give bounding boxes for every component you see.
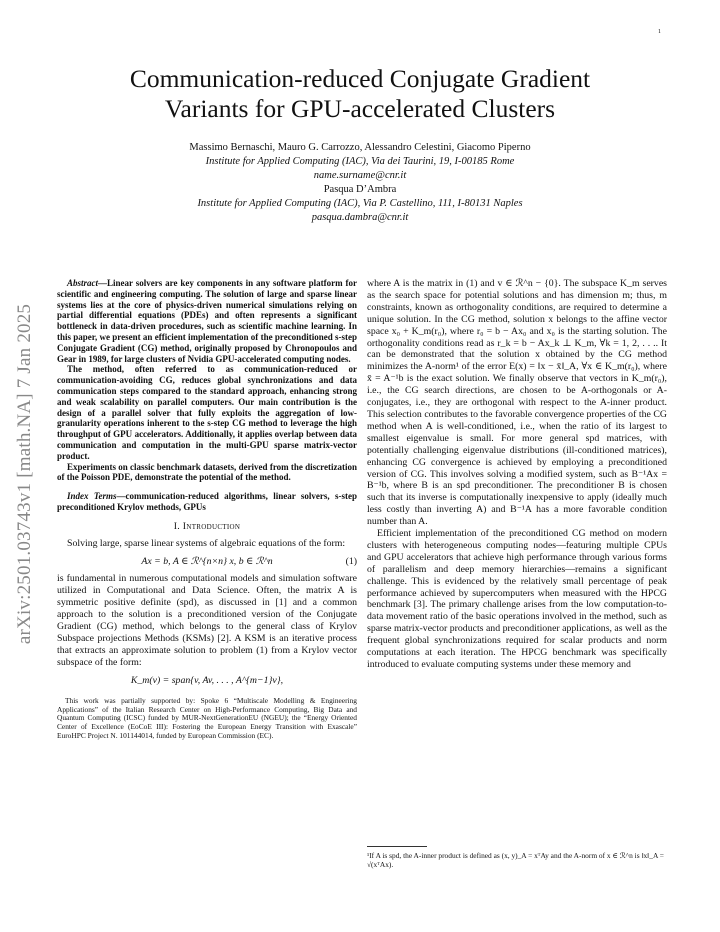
equation-1 xyxy=(57,556,357,568)
affiliation-2: Institute for Applied Computing (IAC), Via P. Castellino, 111, I-80131 Naples xyxy=(197,198,523,209)
affiliation-1: Institute for Applied Computing (IAC), Via dei Taurini, 19, I-00185 Rome xyxy=(205,156,515,167)
footnote-1: ¹If A is spd, the A-inner product is defined as (x, y)_A = xᵀAy and the A-norm of x ∈ ℛ^n is ‖x‖_A = √(xᵀAx). xyxy=(367,851,664,869)
footnote-rule xyxy=(367,846,427,847)
right-paragraph-1: where A is the matrix in (1) and v ∈ ℛ^n − {0}. The subspace K_m serves as the search space for potential solutions and has dimension m; thus, m constraints, known as orthogonality conditions, are required to determine a unique solution. In the CG method, solution x belongs to the affine vector space x₀ + K_m(r₀), where r₀ = b − Ax₀ and x₀ is the starting solution. The orthogonality conditions read as r_k = b − Ax_k ⊥ K_m, ∀k = 1, 2, . . .. It can be demonstrated that the solution x obtained by the CG method minimizes the A-norm¹ of the error E(x) = ‖x − x̄‖_A, ∀x ∈ K_m(r₀), where x̄ = A⁻¹b is the exact solution. We finally observe that vectors in K_m(r₀), i.e., the CG search directions, are chosen to be A-orthogonals or A-conjugates, i.e., they are orthogonal with respect to the A-inner product. This selection contributes to the favorable convergence properties of the CG method when A is well-conditioned, i.e., when the ratio of its largest to smallest eigenvalue is small. For more general spd matrices, with potentially challenging eigenvalue distributions (ill-conditioned matrices), enhancing CG convergence is achieved by employing a preconditioned version of CG. This involves solving a modified system, such as B⁻¹Ax = B⁻¹b, where B is an spd preconditioner. The preconditioner B is chosen such that its inverse is computationally inexpensive to apply (ideally much less costly than inverting A) and B⁻¹A has a more favorable condition number than A. xyxy=(367,278,667,528)
abstract-p3: Experiments on classic benchmark datasets, derived from the discretization of the Poisson PDE, demonstrate the potential of the method. xyxy=(57,461,357,483)
arxiv-stamp: arXiv:2501.03743v1 [math.NA] 7 Jan 2025 xyxy=(14,303,35,645)
index-terms: Index Terms—communication-reduced algorithms, linear solvers, s-step preconditioned Krylov methods, GPUs xyxy=(57,491,357,512)
abstract-label: Abstract xyxy=(67,278,99,288)
index-terms-label: Index Terms xyxy=(67,491,117,502)
page-number: 1 xyxy=(658,29,661,35)
footnote-area xyxy=(367,846,667,869)
equation-1-body: Ax = b, A ∈ ℛ^{n×n} x, b ∈ ℛ^n xyxy=(141,555,273,567)
equation-2: K_m(v) = span{v, Av, . . . , A^{m−1}v}, xyxy=(130,674,284,686)
right-paragraph-2: Efficient implementation of the preconditioned CG method on modern clusters with heterogeneous computing nodes—featuring multiple CPUs and GPU accelerators that achieve high performance through various forms of parallelism and deep memory hierarchies—remains a significant challenge. This is evidenced by the relatively small percentage of peak performance achieved by supercomputers when measured with the HPCG benchmark [3]. The primary challenge arises from the low computation-to-data movement ratio of the basic operations involved in the method, such as sparse matrix-vector products and preconditioner applications, as well as the frequent global synchronizations required for scalar products and norm computations at each iteration. The HPCG benchmark was specifically introduced to evaluate computing systems under these memory and xyxy=(367,528,667,670)
abstract-p1: Abstract—Linear solvers are key components in any software platform for scientific and engineering computing. The solution of large and sparse linear systems lies at the core of physics-driven numerical simulations relying on partial differential equations (PDEs) and often represents a significant bottleneck in data-driven procedures, such as scientific machine learning. In this paper, we present an efficient implementation of the preconditioned s-step Conjugate Gradient (CG) method, originally proposed by Chronopoulos and Gear in 1989, for large clusters of Nvidia GPU-accelerated computing nodes. xyxy=(57,278,357,364)
authors-2: Pasqua D’Ambra xyxy=(323,184,397,195)
right-column xyxy=(367,278,667,671)
funding-note: This work was partially supported by: Spoke 6 “Multiscale Modelling & Engineering Applications” of the Italian Research Center on High-Performance Computing, Big Data and Quantum Computing (ICSC) funded by MUR-NextGenerationEU (NGEU); the “Energy Oriented Center of Excellence (EoCoE III): Fostering the European Energy Transition with Exascale” EuroHPC Project N. 101144014, funded by European Commission (EC). xyxy=(57,695,357,741)
title-line-2: Variants for GPU-accelerated Clusters xyxy=(164,94,556,123)
abstract-p2: The method, often referred to as communication-reduced or communication-avoiding CG, reduces global synchronizations and data communication steps compared to the standard approach, enhancing strong and weak scalability on parallel computers. Our main contribution is the design of a parallel solver that fully exploits the aggregation of low-granularity operations inherent to the s-step CG method to leverage the high throughput of GPU accelerators. Additionally, it applies overlap between data communication and computation in the multi-GPU sparse matrix-vector product. xyxy=(57,364,357,461)
authors-1: Massimo Bernaschi, Mauro G. Carrozzo, Alessandro Celestini, Giacomo Piperno xyxy=(189,142,531,153)
paper-title xyxy=(0,64,720,124)
email-2: pasqua.dambra@cnr.it xyxy=(311,212,409,223)
intro-paragraph-2: is fundamental in numerous computational models and simulation software utilized in Computational and Data Science. Often, the matrix A is symmetric positive definite (spd), as discussed in [1] and a common approach to the solution is a preconditioned version of the Conjugate Gradient (CG) method, which belongs to the general class of Krylov Subspace projections Methods (KSMs) [2]. A KSM is an iterative process that extracts an approximate solution to problem (1) from a Krylov vector subspace of the form: xyxy=(57,573,357,668)
email-1: name.surname@cnr.it xyxy=(313,170,407,181)
equation-1-number: (1) xyxy=(345,555,357,567)
title-line-1: Communication-reduced Conjugate Gradient xyxy=(129,64,591,93)
section-heading-introduction: I. Introduction xyxy=(173,520,241,532)
left-column xyxy=(57,278,357,741)
intro-paragraph-1: Solving large, sparse linear systems of algebraic equations of the form: xyxy=(67,537,346,549)
